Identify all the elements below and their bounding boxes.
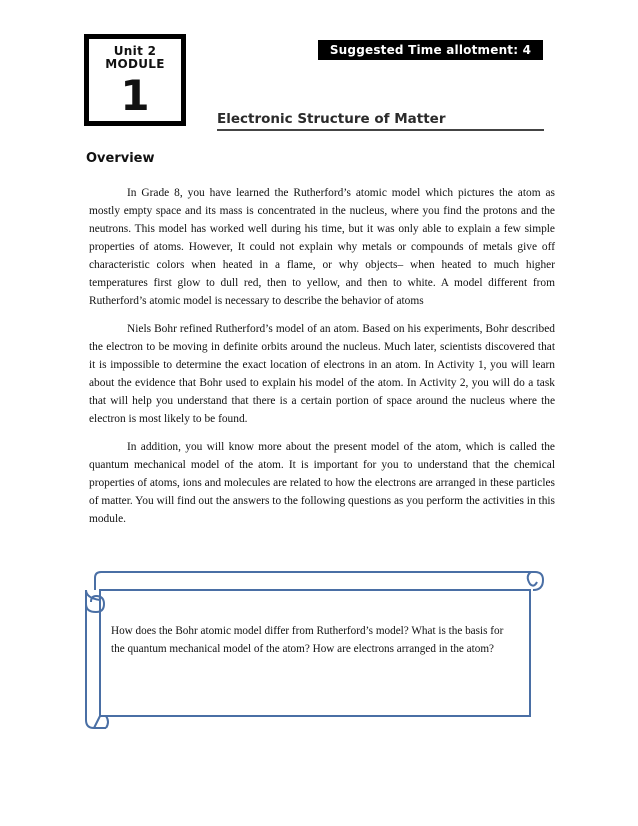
overview-paragraph-1: In Grade 8, you have learned the Rutherford’s atomic model which pictures the atom as mostly empty space and its mass is concentrated in the nucleus, where you find the protons and the neutrons. This model has worked well during his time, but it was only able to explain a few simple properties of atoms. However, It could not explain why metals or compounds of metals give off characteristic colors when heated in a flame, or why objects– when heated to much higher temperatures first glow to dull red, then to yellow, and then to white. A model different from Rutherford’s atomic model is necessary to describe the behavior of atoms bbox=[89, 187, 555, 307]
module-number: 1 bbox=[120, 71, 150, 120]
module-label: MODULE bbox=[105, 57, 165, 71]
unit-label: Unit 2 bbox=[113, 44, 157, 58]
section-title: Electronic Structure of Matter bbox=[217, 111, 446, 127]
overview-paragraph-2: Niels Bohr refined Rutherford’s model of an atom. Based on his experiments, Bohr described the electron to be moving in definite orbits around the nucleus. Much later, scientists discovered that it is impossible to determine the exact location of electrons in an atom. In Activity 1, you will learn about the evidence that Bohr used to explain his model of the atom. In Activity 2, you will do a task that will help you understand that there is a certain portion of space around the nucleus where the electron is most likely to be found. bbox=[89, 323, 555, 425]
guiding-questions: How does the Bohr atomic model differ from Rutherford’s model? What is the basis for the quantum mechanical model of the atom? How are electrons arranged in the atom? bbox=[111, 625, 504, 655]
time-allotment-banner: Suggested Time allotment: 4 hours bbox=[318, 40, 543, 60]
overview-heading: Overview bbox=[86, 151, 155, 166]
overview-paragraph-3: In addition, you will know more about the present model of the atom, which is called the quantum mechanical model of the atom. It is important for you to understand that the chemical properties of atoms, ions and molecules are related to how the electrons are arranged in these particles of matter. You will find out the answers to the following questions as you perform the activities in this module. bbox=[89, 441, 555, 525]
